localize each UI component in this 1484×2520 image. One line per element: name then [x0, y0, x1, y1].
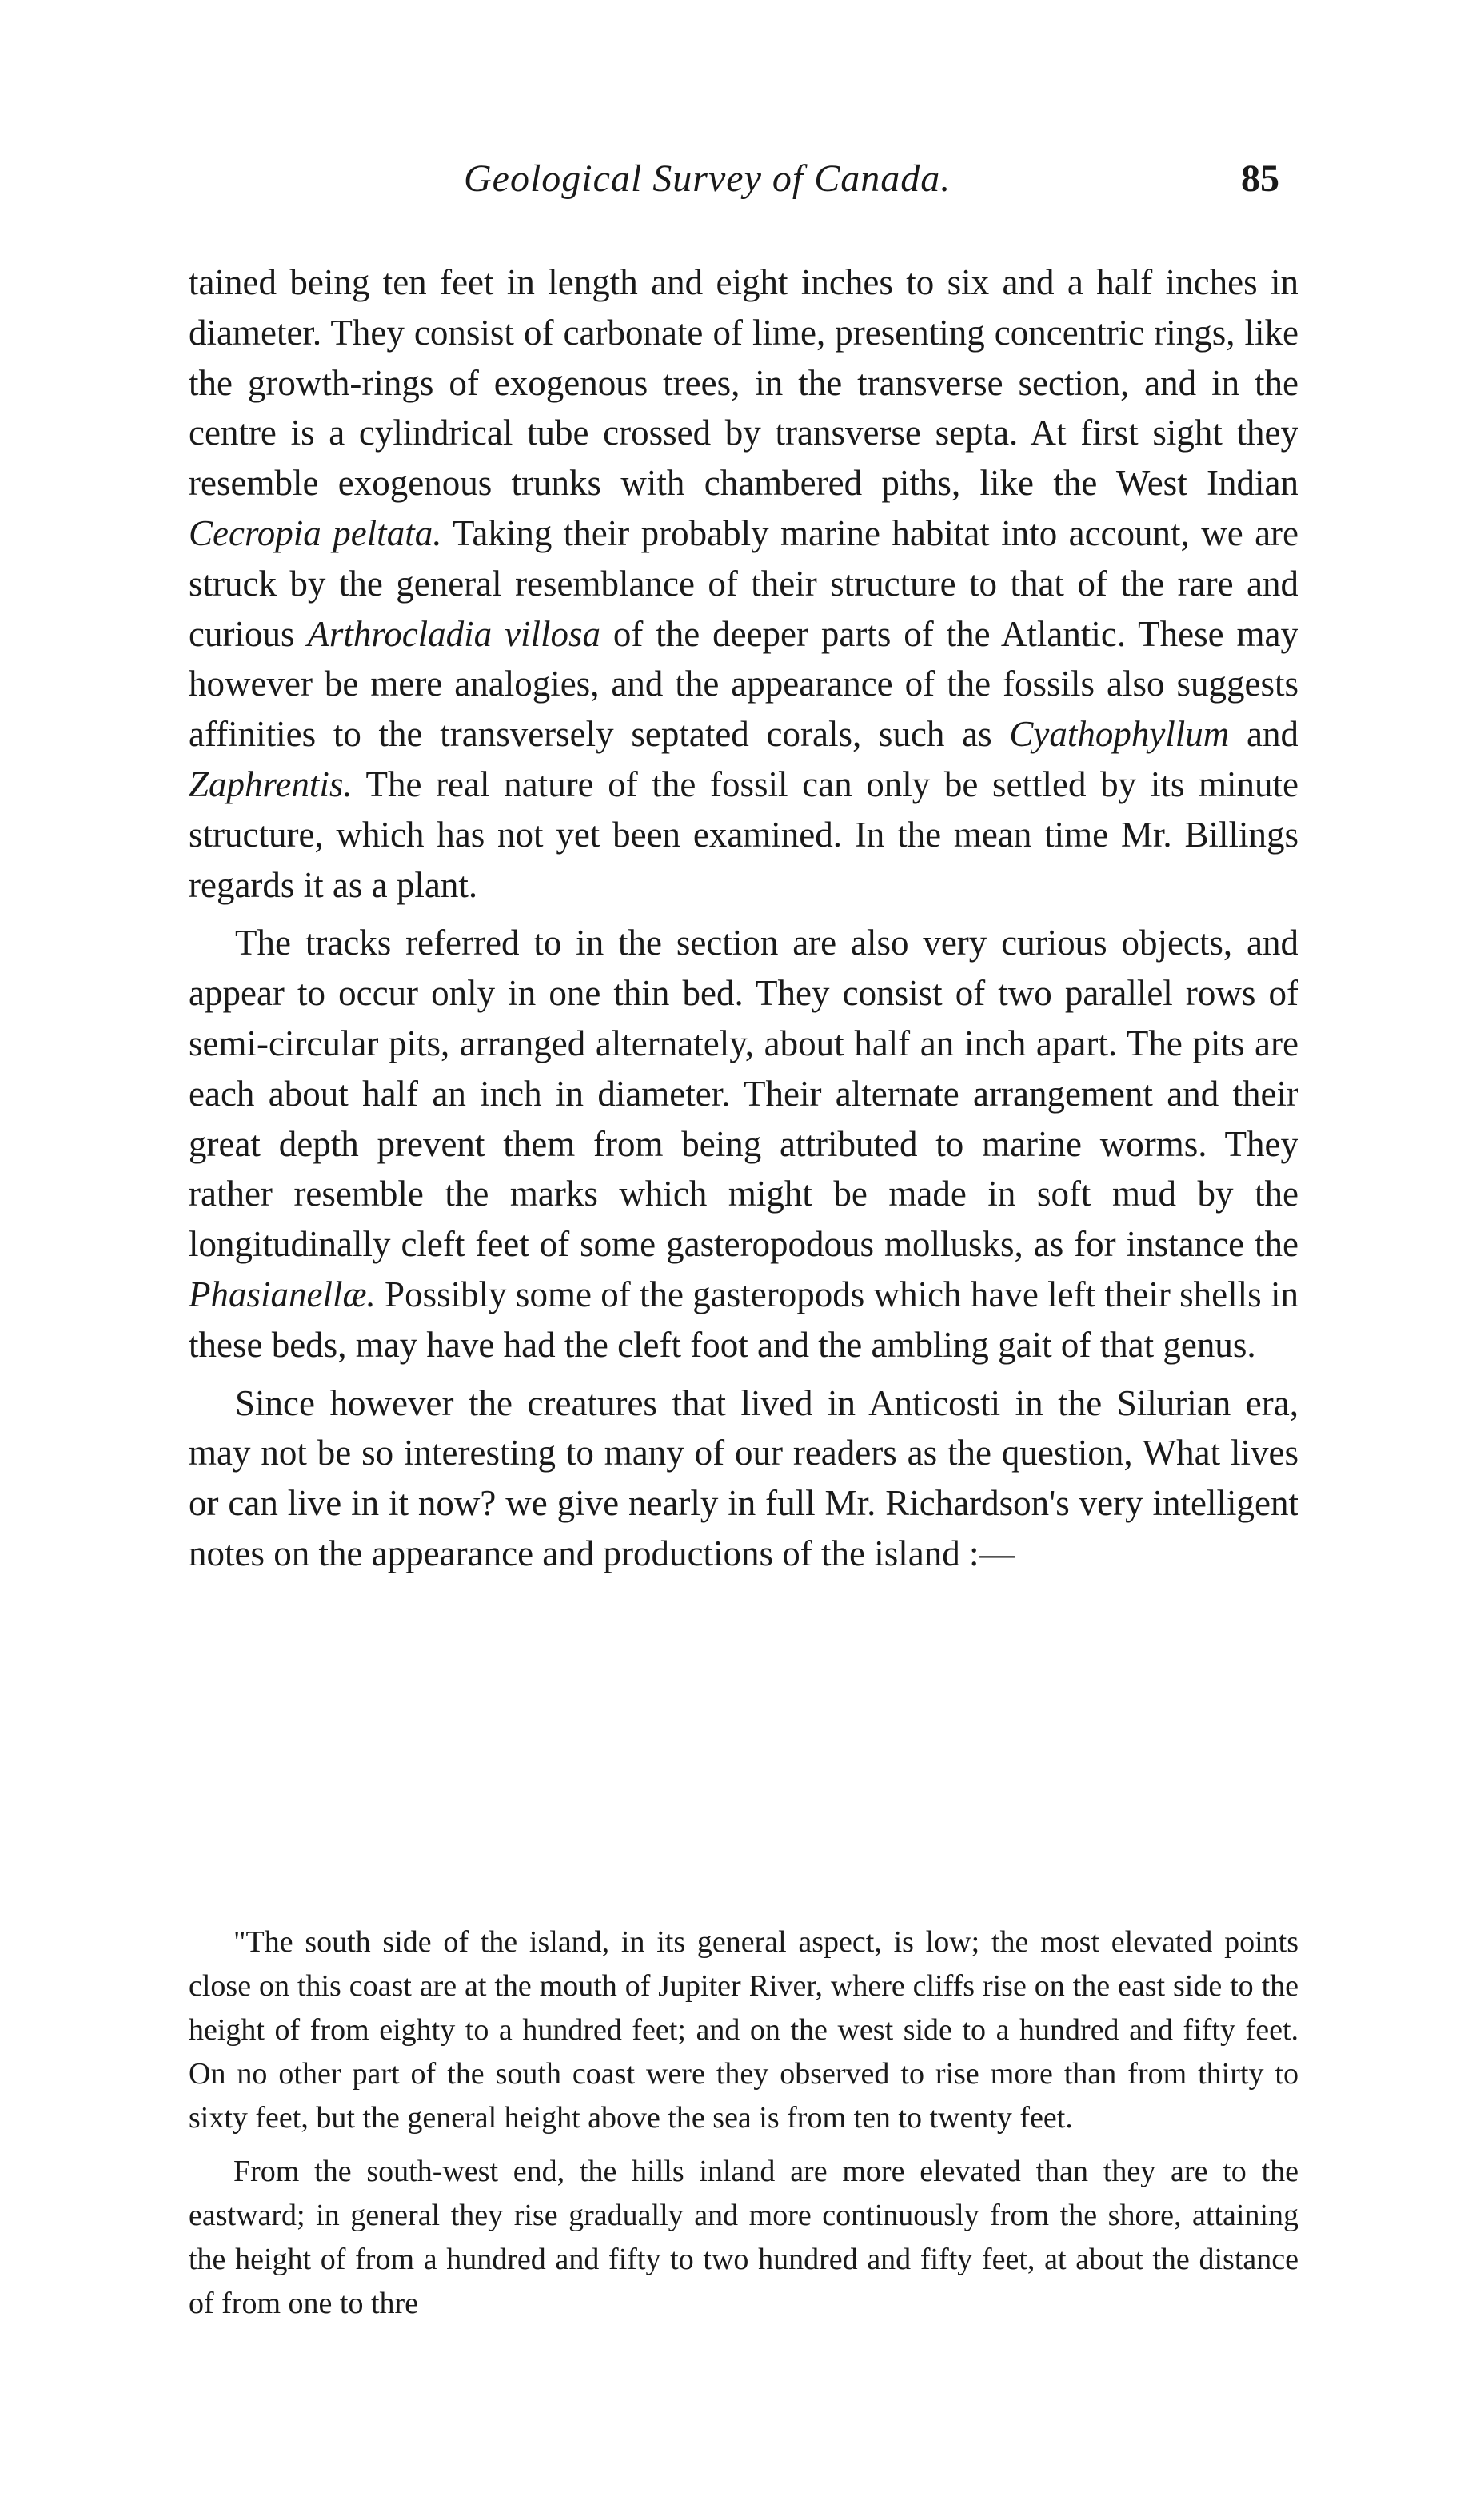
- page-header: [288, 157, 1279, 229]
- quoted-notes: [189, 1920, 1298, 2326]
- page-number: 85: [1241, 158, 1279, 200]
- quote-paragraph-1: "The south side of the island, in its general aspect, is low; the most elevated points close on this coast are at the mouth of Jupiter River, where cliffs rise on the east side to the height of from eighty to a hundred feet; and on the west side to a hundred and fifty feet. On no other part of the south coast were they observed to rise more than from thirty to sixty feet, but the general height above the sea is from ten to twenty feet.: [189, 1925, 1298, 2135]
- paragraph-2: The tracks referred to in the section are also very curious objects, and appear to occur only in one thin bed. They consist of two parallel rows of semi-circular pits, arranged alternately, about half an inch apart. The pits are each about half an inch in diameter. Their alternate arrangement and their great depth prevent them from being attributed to marine worms. They rather resemble the marks which might be made in soft mud by the longitudinally cleft feet of some gasteropodous mollusks, as for instance the Phasianellæ. Possibly some of the gasteropods which have left their shells in these beds, may have had the cleft foot and the ambling gait of that genus.: [189, 923, 1298, 1365]
- body-text: [189, 257, 1298, 1579]
- running-head: Geological Survey of Canada.: [464, 158, 951, 200]
- paragraph-1: tained being ten feet in length and eight inches to six and a half inches in diameter. They consist of carbonate of lime, presenting concentric rings, like the growth-rings of exogenous trees, in the transverse section, and in the centre is a cylindrical tube crossed by transverse septa. At first sight they resemble exogenous trunks with chambered piths, like the West Indian Cecropia peltata. Taking their probably marine habitat into account, we are struck by the general resemblance of their structure to that of the rare and curious Arthrocladia villosa of the deeper parts of the Atlantic. These may however be mere analogies, and the appearance of the fossils also suggests affinities to the transversely septated corals, such as Cyathophyllum and Zaphrentis. The real nature of the fossil can only be settled by its minute structure, which has not yet been examined. In the mean time Mr. Billings regards it as a plant.: [189, 262, 1298, 905]
- quote-paragraph-2: From the south-west end, the hills inland are more elevated than they are to the eastward; in general they rise gradually and more continuously from the shore, attaining the height of from a hundred and fifty to two hundred and fifty feet, at about the distance of from one to thre: [189, 2155, 1298, 2320]
- paragraph-3: Since however the creatures that lived in Anticosti in the Silurian era, may not be so interesting to many of our readers as the question, What lives or can live in it now? we give nearly in full Mr. Richardson's very intelligent notes on the appearance and productions of the island :—: [189, 1382, 1298, 1573]
